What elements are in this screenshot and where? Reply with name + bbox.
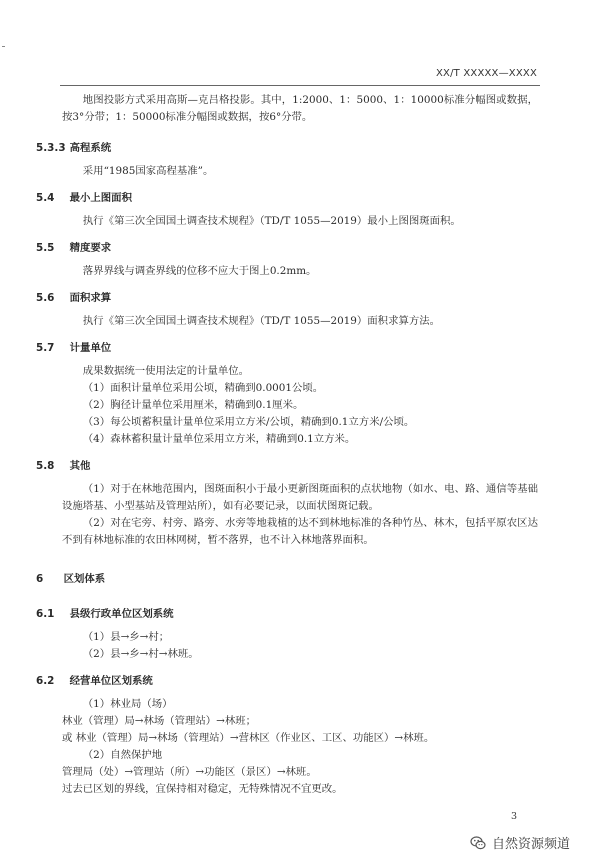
heading-6-2 [36, 673, 538, 690]
paragraph: 林业（管理）局→林场（管理站）→林班； [62, 715, 257, 727]
list-item: （2）自然保护地 [82, 749, 163, 761]
paragraph: （1）对于在林地范围内，图斑面积小于最小更新图斑面积的点状地物（如水、电、路、通信等基础设施塔基、小型基站及管理站所），如有必要记录，以面状图斑记载。 [62, 483, 538, 512]
list-item: （3）每公顷蓄积量计量单位采用立方米/公顷，精确到0.1立方米/公顷。 [82, 416, 415, 428]
paragraph: 或 林业（管理）局→林场（管理站）→营林区（作业区、工区、功能区）→林班。 [62, 732, 435, 744]
heading-5-7 [36, 340, 538, 357]
heading-title: 区划体系 [63, 573, 106, 585]
list-item: （1）面积计量单位采用公顷，精确到0.0001公顷。 [82, 382, 324, 394]
heading-number: 6.1 [36, 608, 55, 620]
heading-number: 6 [36, 573, 44, 585]
heading-5-4 [36, 190, 538, 207]
content [36, 92, 538, 798]
list-item: （1）县→乡→村； [82, 631, 170, 643]
heading-title: 高程系统 [69, 142, 112, 154]
heading-number: 5.5 [36, 242, 55, 254]
paragraph: 落界界线与调查界线的位移不应大于图上0.2mm。 [82, 265, 317, 277]
heading-title: 面积求算 [69, 292, 112, 304]
paragraph: 成果数据统一使用法定的计量单位。 [82, 365, 250, 377]
paragraph: 采用“1985国家高程基准”。 [82, 165, 214, 177]
header-rule [60, 85, 540, 86]
heading-number: 5.4 [36, 192, 55, 204]
scan-mark [2, 46, 5, 47]
heading-5-3-3 [36, 140, 538, 157]
list-item: （2）胸径计量单位采用厘米，精确到0.1厘米。 [82, 399, 304, 411]
paragraph: 执行《第三次全国国土调查技术规程》（TD/T 1055—2019）面积求算方法。 [82, 315, 441, 327]
paragraph: 执行《第三次全国国土调查技术规程》（TD/T 1055—2019）最小上图图斑面积。 [82, 215, 461, 227]
list-item: （2）县→乡→村→林班。 [82, 648, 199, 660]
intro-paragraph: 地图投影方式采用高斯—克吕格投影。其中，1:2000、1：5000、1：10000标准分幅图或数据，按3°分带；1：50000标准分幅图或数据，按6°分带。 [62, 94, 538, 123]
doc-code-header: XX/T XXXXX—XXXX [435, 68, 537, 79]
heading-6 [36, 571, 538, 588]
heading-5-6 [36, 290, 538, 307]
wechat-icon [470, 835, 486, 851]
heading-title: 计量单位 [69, 342, 112, 354]
paragraph: （2）对在宅旁、村旁、路旁、水旁等地栽植的达不到林地标准的各种竹丛、林木，包括平原农区达不到有林地标准的农田林网树，暂不落界，也不计入林地落界面积。 [62, 517, 538, 546]
heading-title: 精度要求 [69, 242, 112, 254]
heading-6-1 [36, 606, 538, 623]
heading-number: 6.2 [36, 675, 55, 687]
heading-5-5 [36, 240, 538, 257]
heading-number: 5.8 [36, 460, 55, 472]
paragraph: 过去已区划的界线，宜保持相对稳定，无特殊情况不宜更改。 [62, 783, 343, 795]
heading-title: 其他 [69, 460, 91, 472]
list-item: （4）森林蓄积量计量单位采用立方米，精确到0.1立方米。 [82, 433, 356, 445]
list-item: （1）林业局（场） [82, 698, 173, 710]
heading-number: 5.6 [36, 292, 55, 304]
heading-number: 5.7 [36, 342, 55, 354]
heading-title: 县级行政单位区划系统 [69, 608, 174, 620]
watermark-text: 自然资源频道 [492, 837, 571, 852]
watermark [470, 833, 570, 852]
page-number: 3 [511, 811, 518, 822]
heading-title: 经营单位区划系统 [69, 675, 153, 687]
paragraph: 管理局（处）→管理站（所）→功能区（景区）→林班。 [62, 766, 317, 778]
heading-5-8 [36, 458, 538, 475]
heading-title: 最小上图面积 [69, 192, 132, 204]
heading-number: 5.3.3 [36, 142, 66, 154]
